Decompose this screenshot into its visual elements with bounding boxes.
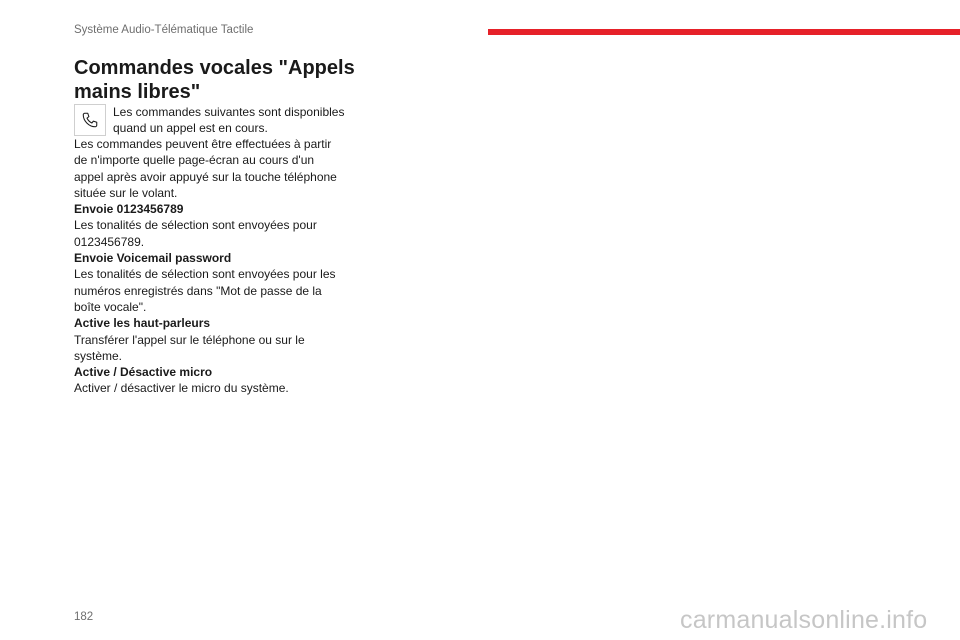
watermark: carmanualsonline.info xyxy=(680,606,928,634)
section-title: Commandes vocales "Appels mains libres" xyxy=(74,57,355,103)
command-description: Activer / désactiver le micro du système. xyxy=(74,381,289,396)
command-name: Envoie 0123456789 xyxy=(74,202,184,217)
paragraph: Les commandes peuvent être effectuées à partir de n'importe quelle page-écran au cours d'un appel après avoir appuyé sur la touche téléphone située sur le volant. xyxy=(74,137,337,200)
page-number: 182 xyxy=(74,611,94,623)
command-name: Active les haut-parleurs xyxy=(74,316,211,331)
command-description: Les tonalités de sélection sont envoyées pour 0123456789. xyxy=(74,218,317,249)
body-text xyxy=(74,136,339,397)
phone-handset-icon xyxy=(74,104,106,136)
intro-text: Les commandes suivantes sont disponibles quand un appel est en cours. xyxy=(113,105,345,135)
command-description: Transférer l'appel sur le téléphone ou sur le système. xyxy=(74,332,305,363)
command-name: Envoie Voicemail password xyxy=(74,251,232,266)
running-header: Système Audio-Télématique Tactile xyxy=(74,24,254,36)
accent-bar xyxy=(488,29,960,35)
command-name: Active / Désactive micro xyxy=(74,365,213,380)
command-description: Les tonalités de sélection sont envoyées pour les numéros enregistrés dans "Mot de passe de la boîte vocale". xyxy=(74,267,336,314)
